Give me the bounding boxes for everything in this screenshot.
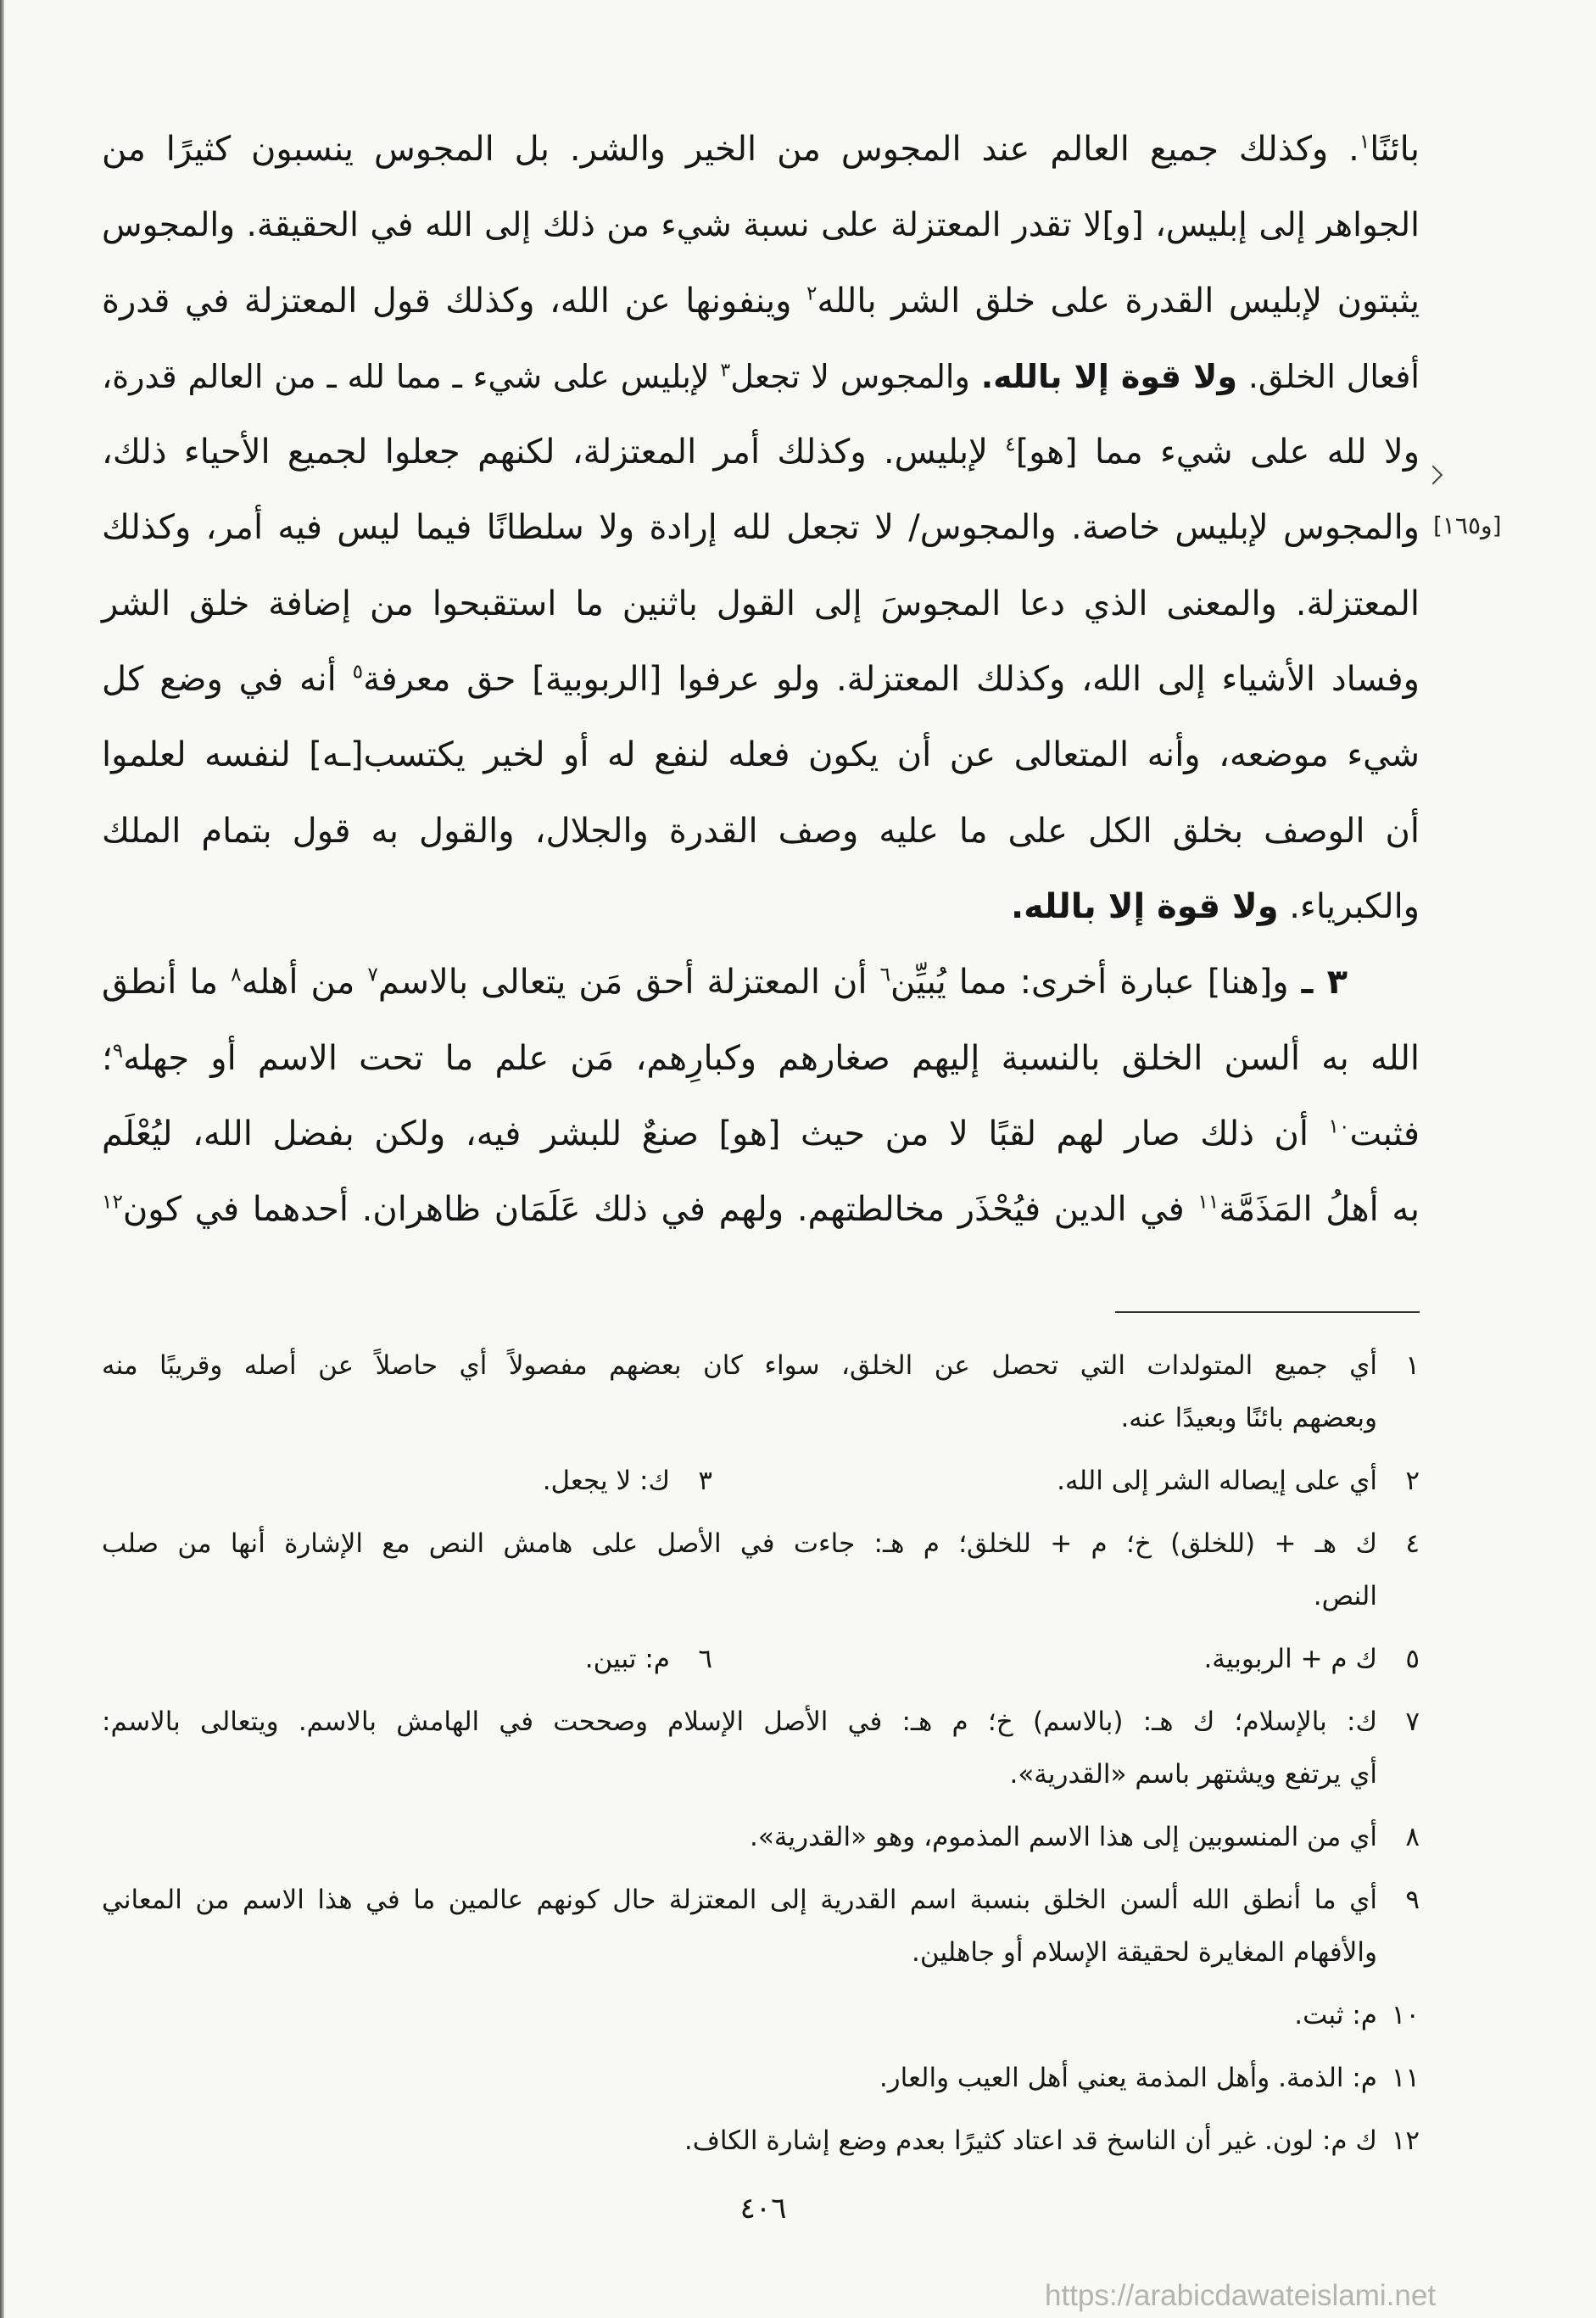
footnote-ref: ٧ [367,963,378,986]
footnote-ref: ٣ [720,360,731,382]
footnote-ref: ٩ [112,1039,124,1063]
footnote-separator [1115,1311,1420,1313]
folio-boundary-mark [1424,466,1443,485]
footnote [102,1695,1420,1801]
body-text: أن المعتزلة أحق مَن يتعالى بالاسم [377,963,880,1003]
body-line [102,567,1420,642]
body-text: شيء موضعه، وأنه المتعالى عن أن يكون فعله لنفع له أو لخير يكتسب[ـه] لنفسه لعلموا [102,735,1420,775]
body-text: لإبليس. وكذلك أمر المعتزلة، لكنهم جعلوا لجميع الأحياء ذلك، [102,433,1006,472]
footnote-text [712,1633,1377,1685]
bold-phrase: ولا قوة إلا بالله. [980,357,1237,395]
footnote-text [102,1339,1377,1444]
footnote-ref: ١٢ [102,1190,123,1214]
main-text [102,112,1420,1248]
body-text: أنه في وضع كل [102,660,353,700]
footnote-line: ك: لا يجعل. [542,1466,670,1496]
footnote-line: النص. [1313,1581,1377,1611]
footnote-number: ١٢ [1391,2125,1420,2156]
body-line [102,794,1420,869]
footnote-line: والأفهام المغايرة لحقيقة الإسلام أو جاهلين. [912,1937,1377,1968]
footnote-number: ١ [1405,1350,1420,1381]
body-text: ؛ [102,1038,113,1078]
footnote-text [102,1811,1377,1863]
body-line [102,869,1420,945]
footnote-row [102,1811,1420,1863]
body-text: لإبليس على شيء ـ مما لله ـ من العالم قدرة، [102,357,721,395]
footnote-line: أي ما أنطق الله ألسن الخلق بنسبة اسم القدرية إلى المعتزلة حال كونهم عالمين ما في هذا الاسم من المعاني [102,1885,1377,1915]
footnote [102,1455,712,1507]
footnote-line: ك هـ + (للخلق) خ؛ م + للخلق؛ م هـ: جاءت في الأصل على هامش النص مع الإشارة أنها من صلب [102,1528,1377,1559]
body-line [102,187,1420,263]
footnote-row [102,1633,1420,1685]
footnote-number: ١٠ [1391,2000,1420,2030]
body-text: من أهله [241,963,368,1003]
footnote [102,2114,1420,2167]
footnote-line: ك م + الربوبية. [1203,1644,1377,1674]
footnote-row [102,2114,1420,2167]
footnote-row [102,2052,1420,2104]
body-text: أفعال الخلق. [1236,357,1420,395]
footnote-ref: ١٠ [1328,1114,1350,1138]
body-text: فثبت [1349,1114,1420,1153]
footnote-line: وبعضهم بائنًا وبعيدًا عنه. [1120,1403,1377,1433]
body-line [102,718,1420,793]
footnote-number: ٣ [698,1466,712,1496]
footnote-number: ٢ [1405,1466,1420,1496]
footnote-row [102,1989,1420,2042]
footnote-row [102,1517,1420,1623]
footnote [712,1633,1420,1685]
body-text: . وكذلك جميع العالم عند المجوس من الخير والشر. بل المجوس ينسبون كثيرًا من [102,130,1359,169]
footnote-line: أي يرتفع ويشتهر باسم «القدرية». [1009,1759,1377,1790]
body-line [102,945,1420,1020]
body-line [102,264,1420,339]
body-text: ما أنطق [102,963,232,1003]
footnote-number: ٥ [1405,1644,1420,1674]
body-text: به أهلُ المَذَمَّة [1219,1190,1420,1230]
page-number: ٤٠٦ [739,2192,787,2226]
footnote [102,1633,712,1685]
footnote-text [712,1455,1377,1507]
footnote-line: أي من المنسوبين إلى هذا الاسم المذموم، وهو «القدرية». [750,1822,1377,1852]
footnote-ref: ٦ [879,963,891,986]
footnote-ref: ٥ [352,660,364,684]
body-text: بائنًا [1370,130,1420,169]
footnote-text [102,2114,1377,2167]
body-text: المعتزلة. والمعنى الذي دعا المجوسَ إلى القول باثنين ما استقبحوا من إضافة خلق الشر [102,584,1420,623]
footnote [102,1517,1420,1623]
footnote-ref: ١١ [1197,1190,1219,1214]
body-text: أن الوصف بخلق الكل على ما عليه وصف القدرة والجلال، والقول به قول بتمام الملك [102,811,1420,851]
footnote-ref: ٤ [1005,433,1016,456]
body-text: الله به ألسن الخلق بالنسبة إليهم صغارهم وكبارِهم، مَن علم ما تحت الاسم أو جهله [123,1038,1420,1078]
body-text: وينفونها عن الله، وكذلك قول المعتزلة في قدرة [102,281,806,321]
footnote-number: ٦ [698,1644,712,1674]
body-line [102,1097,1420,1172]
footnote-text [102,1695,1377,1801]
body-line [102,415,1420,490]
footnote-ref: ١ [1359,130,1370,154]
footnote-text [102,1455,670,1507]
paragraph [102,945,1420,1248]
footnote [102,1339,1420,1444]
footnote [102,1811,1420,1863]
footnote-ref: ٨ [231,963,242,986]
footnote-number: ٨ [1405,1822,1420,1852]
footnote [712,1455,1420,1507]
body-text: و[هنا] عبارة أخرى: مما يُبيِّن [890,963,1302,1003]
body-text: يثبتون لإبليس القدرة على خلق الشر بالله [817,281,1420,321]
footnote [102,1874,1420,1979]
body-text: ولا لله على شيء مما [هو] [1015,433,1420,472]
footnote-line: ك م: لون. غير أن الناسخ قد اعتاد كثيرًا بعدم وضع إشارة الكاف. [684,2125,1377,2156]
footnote-text [102,1517,1377,1623]
footnote-line: م: ثبت. [1294,2000,1377,2030]
folio-marker: [١٦٥و] [1433,511,1502,539]
footnotes-section [102,1339,1420,2177]
body-line [102,339,1420,415]
footnote-row [102,1455,1420,1507]
footnote-row [102,1874,1420,1979]
body-text: وفساد الأشياء إلى الله، وكذلك المعتزلة. ولو عرفوا [الربوبية] حق معرفة [363,660,1420,700]
body-text: والمجوس لإبليس خاصة. والمجوس/ لا تجعل لله إرادة ولا سلطانًا فيما ليس فيه أمر، وكذلك [102,508,1420,548]
footnote-number: ١١ [1391,2063,1420,2093]
body-text: أن ذلك صار لهم لقبًا لا من حيث [هو] صنعٌ للبشر فيه، ولكن بفضل الله، ليُعْلَم [102,1114,1329,1153]
footnote-text [102,1874,1377,1979]
paragraph [102,112,1420,945]
footnote-line: ك: بالإسلام؛ ك هـ: (بالاسم) خ؛ م هـ: في الأصل الإسلام وصححت في الهامش بالاسم. ويتعالى بالاسم: [102,1706,1377,1737]
footnote-line: أي جميع المتولدات التي تحصل عن الخلق، سواء كان بعضهم مفصولاً أي حاصلاً عن أصله وقريبًا منه [102,1350,1377,1381]
footnote-line: م: الذمة. وأهل المذمة يعني أهل العيب والعار. [879,2063,1377,2093]
footnote-row [102,1339,1420,1444]
body-text: والمجوس لا تجعل [730,357,981,395]
footnote-row [102,1695,1420,1801]
footnote-ref: ٢ [806,282,818,305]
body-text: في الدين فيُحْذَر مخالطتهم. ولهم في ذلك عَلَمَان ظاهران. أحدهما في كون [122,1190,1198,1230]
scan-edge [0,0,4,2318]
body-line [102,1172,1420,1248]
body-text: والكبرياء. [1278,886,1420,926]
footnote-number: ٤ [1405,1528,1420,1559]
footnote-line: م: تبين. [584,1644,670,1674]
footnote-number: ٩ [1405,1885,1420,1915]
footnote-text [102,2052,1377,2104]
watermark-url: https://arabicdawateislami.net [1045,2279,1437,2312]
footnote [102,1989,1420,2042]
footnote-text [102,1989,1377,2042]
bold-phrase: ٣ ـ [1301,963,1348,1003]
body-line [102,112,1420,187]
footnote-number: ٧ [1405,1706,1420,1737]
body-line [102,490,1420,566]
footnote-text [102,1633,670,1685]
body-line [102,642,1420,718]
footnote-line: أي على إيصاله الشر إلى الله. [1057,1466,1377,1496]
footnote [102,2052,1420,2104]
body-line [102,1021,1420,1097]
bold-phrase: ولا قوة إلا بالله. [1010,886,1279,926]
body-text: الجواهر إلى إبليس، [و]لا تقدر المعتزلة على نسبة شيء من ذلك إلى الله في الحقيقة. والمجوس [102,206,1420,245]
